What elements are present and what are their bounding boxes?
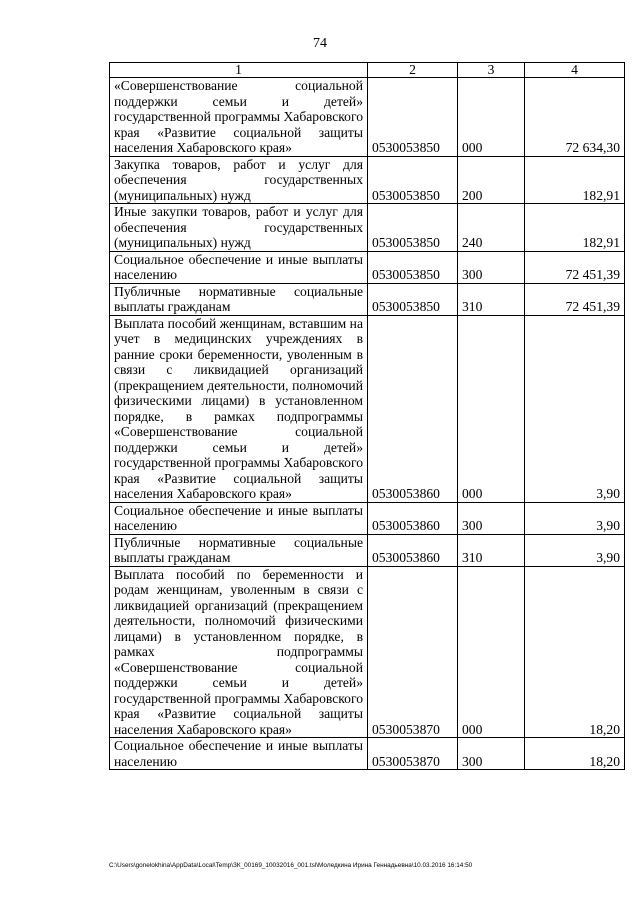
- table-row: [110, 315, 625, 502]
- row-expense-kind: 300: [458, 251, 525, 283]
- table-row: [110, 78, 625, 157]
- row-amount: 72 451,39: [525, 251, 625, 283]
- row-expense-kind: 000: [458, 566, 525, 738]
- row-target-code: 0530053860: [368, 502, 458, 534]
- row-description: Выплата пособий по беременности и родам женщинам, уволенным в связи с ликвидацией организаций (прекращением деятельности, полномочий физическими лицами) в установленном порядке, в рамках подпрограммы «Совершенствование социальной поддержки семьи и детей» государственной программы Хабаровского края «Развитие социальной защиты населения Хабаровского края»: [110, 566, 368, 738]
- header-cell-kind: 3: [458, 63, 525, 78]
- row-amount: 72 451,39: [525, 283, 625, 315]
- row-amount: 3,90: [525, 315, 625, 502]
- header-cell-code: 2: [368, 63, 458, 78]
- table-row: [110, 738, 625, 770]
- row-expense-kind: 240: [458, 204, 525, 252]
- table-row: [110, 156, 625, 204]
- row-target-code: 0530053870: [368, 566, 458, 738]
- row-expense-kind: 200: [458, 156, 525, 204]
- table-header-row: [110, 63, 625, 78]
- row-target-code: 0530053860: [368, 534, 458, 566]
- row-description: Публичные нормативные социальные выплаты гражданам: [110, 534, 368, 566]
- row-target-code: 0530053850: [368, 251, 458, 283]
- budget-table: [109, 62, 625, 770]
- table-row: [110, 566, 625, 738]
- row-expense-kind: 300: [458, 738, 525, 770]
- table-row: [110, 534, 625, 566]
- table-row: [110, 502, 625, 534]
- row-expense-kind: 000: [458, 78, 525, 157]
- row-expense-kind: 000: [458, 315, 525, 502]
- header-cell-name: 1: [110, 63, 368, 78]
- row-expense-kind: 300: [458, 502, 525, 534]
- row-description: Выплата пособий женщинам, вставшим на учет в медицинских учреждениях в ранние сроки беременности, уволенным в связи с ликвидацией организаций (прекращением деятельности, полномочий физическими лицами) в установленном порядке, в рамках подпрограммы «Совершенствование социальной поддержки семьи и детей» государственной программы Хабаровского края «Развитие социальной защиты населения Хабаровского края»: [110, 315, 368, 502]
- row-target-code: 0530053850: [368, 204, 458, 252]
- row-description: Социальное обеспечение и иные выплаты населению: [110, 502, 368, 534]
- row-description: Закупка товаров, работ и услуг для обеспечения государственных (муниципальных) нужд: [110, 156, 368, 204]
- row-amount: 3,90: [525, 534, 625, 566]
- file-path-footer: C:\Users\gonelokhina\AppData\Local\Temp\ЗК_00169_10032016_001.tsl\Моледкина Ирина Геннадьевна\10.03.2016 16:14:50: [109, 862, 473, 869]
- row-target-code: 0530053850: [368, 156, 458, 204]
- row-amount: 72 634,30: [525, 78, 625, 157]
- row-amount: 3,90: [525, 502, 625, 534]
- row-amount: 18,20: [525, 566, 625, 738]
- row-description: Иные закупки товаров, работ и услуг для обеспечения государственных (муниципальных) нужд: [110, 204, 368, 252]
- table-row: [110, 283, 625, 315]
- row-amount: 18,20: [525, 738, 625, 770]
- row-description: Социальное обеспечение и иные выплаты населению: [110, 738, 368, 770]
- row-description: Социальное обеспечение и иные выплаты населению: [110, 251, 368, 283]
- table-row: [110, 251, 625, 283]
- row-description: Публичные нормативные социальные выплаты гражданам: [110, 283, 368, 315]
- row-amount: 182,91: [525, 156, 625, 204]
- row-target-code: 0530053850: [368, 283, 458, 315]
- page-number: 74: [313, 36, 327, 51]
- row-expense-kind: 310: [458, 283, 525, 315]
- header-cell-amount: 4: [525, 63, 625, 78]
- row-description: «Совершенствование социальной поддержки семьи и детей» государственной программы Хабаровского края «Развитие социальной защиты населения Хабаровского края»: [110, 78, 368, 157]
- row-expense-kind: 310: [458, 534, 525, 566]
- row-target-code: 0530053870: [368, 738, 458, 770]
- row-target-code: 0530053850: [368, 78, 458, 157]
- row-amount: 182,91: [525, 204, 625, 252]
- table-row: [110, 204, 625, 252]
- row-target-code: 0530053860: [368, 315, 458, 502]
